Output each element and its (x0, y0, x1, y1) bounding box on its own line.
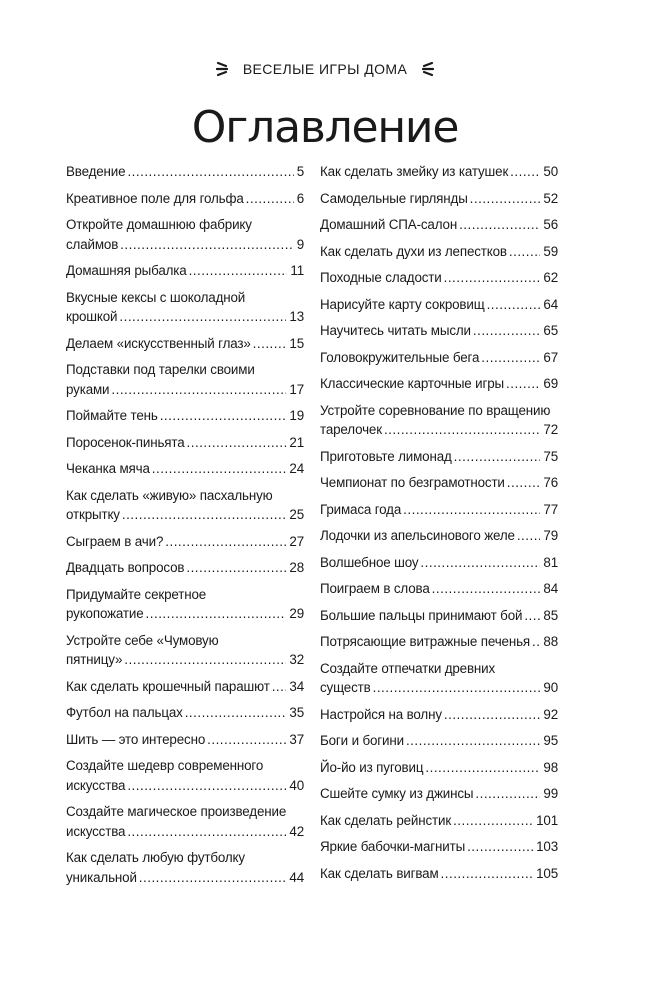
toc-entry-title-line: Большие пальцы принимают бой (320, 607, 523, 623)
toc-entry (320, 864, 558, 884)
toc-page-number: 13 (289, 309, 304, 324)
toc-entry-title-line: тарелочек (320, 422, 382, 437)
dot-leader (127, 822, 286, 842)
toc-entry (320, 811, 558, 831)
toc-entry-title-line: Поймайте тень (66, 408, 158, 423)
toc-entry-title-line: Чеканка мяча (66, 461, 150, 476)
dot-leader (532, 632, 540, 652)
dot-leader (246, 189, 294, 209)
toc-page-number: 25 (289, 507, 304, 522)
dot-leader (459, 215, 540, 235)
toc-page-number: 64 (543, 296, 558, 312)
toc-entry-title-line: искусства (66, 777, 126, 793)
toc-entry-title-line: Вкусные кексы с шоколадной (66, 289, 246, 305)
toc-page-number: 85 (543, 607, 558, 623)
toc-page-number: 98 (543, 759, 558, 775)
dot-leader (444, 268, 541, 288)
toc-page-number: 79 (543, 528, 558, 543)
toc-page-number: 40 (289, 777, 304, 793)
dot-leader (187, 433, 287, 453)
dot-leader (403, 500, 540, 520)
toc-page-number: 11 (290, 263, 304, 278)
toc-entry-title-line: Создайте отпечатки древних (320, 660, 496, 676)
toc-entry (66, 802, 304, 841)
toc-page-number: 88 (543, 634, 558, 649)
toc-entry-title-line: слаймов (66, 236, 119, 252)
toc-entry (320, 215, 558, 235)
toc-page-number: 84 (543, 581, 558, 596)
toc-page-number: 92 (543, 706, 558, 722)
toc-page-number: 32 (289, 652, 304, 667)
dot-leader (524, 606, 540, 626)
toc-entry (66, 433, 304, 453)
toc-entry-title-line: Лодочки из апельсинового желе (320, 528, 515, 543)
toc-entry (66, 631, 304, 670)
toc-entry-title-line: Двадцать вопросов (66, 560, 185, 575)
toc-page-number: 19 (289, 408, 304, 423)
toc-page-number: 37 (289, 731, 304, 747)
toc-entry-title-line: Как сделать любую футболку (66, 850, 245, 865)
dot-leader (119, 307, 286, 327)
toc-entry (320, 500, 558, 520)
toc-entry-title-line: рукопожатие (66, 606, 144, 621)
dot-leader (272, 677, 287, 697)
toc-page-number: 44 (289, 869, 304, 885)
dot-leader (127, 776, 286, 796)
toc-entry (320, 447, 558, 467)
toc-entry (66, 703, 304, 723)
toc-entry-title-line: Откройте домашнюю фабрику (66, 217, 252, 232)
toc-entry (320, 837, 558, 857)
toc-page-number: 95 (543, 733, 558, 748)
dot-leader (186, 558, 286, 578)
toc-page-number: 6 (296, 190, 304, 206)
dot-leader (122, 505, 287, 525)
dot-leader (470, 189, 541, 209)
toc-entry-title-line: Как сделать змейку из катушек (320, 164, 509, 179)
toc-page-number: 28 (289, 560, 304, 575)
toc-entry-title-line: Классические карточные игры (320, 376, 504, 391)
toc-entry (66, 486, 304, 525)
toc-entry (66, 215, 304, 254)
dot-leader (139, 868, 287, 888)
toc-entry (66, 459, 304, 479)
toc-entry-title-line: Футбол на пальцах (66, 705, 183, 720)
toc-entry-title-line: Нарисуйте карту сокровищ (320, 296, 485, 312)
toc-entry (320, 526, 558, 546)
dot-leader (406, 731, 540, 751)
toc-page-number: 99 (543, 786, 558, 801)
toc-entry-title-line: Сыграем в ачи? (66, 533, 164, 549)
toc-entry-title-line: Как сделать крошечный парашют (66, 678, 270, 694)
toc-entry (320, 758, 558, 778)
toc-left-column (66, 162, 304, 894)
toc-entry (320, 321, 558, 341)
toc-entry (320, 268, 558, 288)
toc-entry-title-line: открытку (66, 507, 120, 522)
toc-entry-title-line: Как сделать вигвам (320, 865, 439, 881)
toc-entry (66, 848, 304, 887)
dot-leader (473, 321, 541, 341)
toc-entry-title-line: пятницу» (66, 652, 123, 667)
toc-entry-title-line: Приготовьте лимонад (320, 448, 452, 464)
toc-page-number: 21 (289, 434, 304, 450)
toc-entry-title-line: Устройте себе «Чумовую (66, 632, 219, 648)
toc-page-number: 9 (296, 236, 304, 252)
dot-leader (507, 473, 541, 493)
toc-entry-title-line: Устройте соревнование по вращению (320, 402, 551, 418)
dot-leader (441, 864, 534, 884)
dot-leader (487, 295, 541, 315)
toc-entry (320, 579, 558, 599)
toc-entry (66, 585, 304, 624)
toc-page-number: 67 (543, 349, 558, 365)
toc-page-number: 81 (543, 554, 558, 570)
dot-leader (160, 406, 287, 426)
toc-entry (320, 632, 558, 652)
dot-leader (454, 447, 541, 467)
page-title: Оглавление (191, 102, 459, 153)
toc-entry-title-line: Потрясающие витражные печенья (320, 634, 531, 649)
toc-entry (66, 162, 304, 182)
toc-page-number: 52 (543, 190, 558, 206)
toc-entry-title-line: Создайте магическое произведение (66, 804, 287, 819)
toc-entry-title-line: Йо-йо из пуговиц (320, 759, 424, 775)
toc-entry (320, 242, 558, 262)
dot-leader (444, 705, 541, 725)
toc-entry-title-line: Поиграем в слова (320, 581, 430, 596)
toc-entry (66, 288, 304, 327)
toc-page-number: 29 (289, 606, 304, 621)
dot-leader (432, 579, 541, 599)
toc-entry-title-line: Делаем «искусственный глаз» (66, 335, 251, 351)
dot-leader (373, 678, 541, 698)
toc-entry-title-line: Создайте шедевр современного (66, 758, 264, 773)
toc-entry-title-line: Настройся на волну (320, 706, 442, 722)
dot-leader (517, 526, 541, 546)
toc-entry-title-line: Чемпионат по безграмотности (320, 475, 505, 490)
toc-entry (320, 189, 558, 209)
toc-entry (320, 705, 558, 725)
toc-page-number: 56 (543, 217, 558, 232)
toc-entry (66, 189, 304, 209)
dot-leader (120, 235, 294, 255)
toc-entry (320, 295, 558, 315)
toc-right-column (320, 162, 558, 890)
toc-page-number: 65 (543, 323, 558, 338)
dot-leader (185, 703, 287, 723)
toc-page-number: 90 (543, 680, 558, 695)
toc-page-number: 34 (289, 678, 304, 694)
sparkle-lines-icon (417, 58, 435, 80)
toc-entry (320, 473, 558, 493)
toc-entry-title-line: Сшейте сумку из джинсы (320, 786, 474, 801)
dot-leader (165, 532, 286, 552)
toc-entry-title-line: Как сделать «живую» пасхальную (66, 487, 273, 503)
dot-leader (127, 162, 293, 182)
sparkle-lines-icon (215, 58, 233, 80)
toc-entry (320, 553, 558, 573)
toc-page-number: 72 (543, 422, 558, 437)
toc-entry-title-line: Гримаса года (320, 501, 402, 517)
toc-entry-title-line: Подставки под тарелки своими (66, 362, 255, 377)
toc-page-number: 105 (536, 865, 558, 881)
dot-leader (384, 420, 540, 440)
dot-leader (509, 242, 541, 262)
dot-leader (124, 650, 286, 670)
toc-entry (66, 334, 304, 354)
toc-entry-title-line: существ (320, 680, 371, 695)
toc-entry-title-line: искусства (66, 823, 126, 839)
toc-page-number: 77 (543, 501, 558, 517)
dot-leader (111, 380, 286, 400)
series-title: ВЕСЕЛЫЕ ИГРЫ ДОМА (242, 61, 408, 77)
toc-entry-title-line: Шить — это интересно (66, 731, 206, 747)
toc-entry-title-line: Как сделать рейнстик (320, 812, 452, 828)
toc-entry (66, 677, 304, 697)
toc-entry-title-line: Походные сладости (320, 270, 442, 285)
toc-page-number: 35 (289, 705, 304, 720)
dot-leader (146, 604, 287, 624)
dot-leader (467, 837, 533, 857)
series-header (0, 56, 650, 82)
toc-entry-title-line: руками (66, 381, 110, 397)
dot-leader (506, 374, 540, 394)
toc-page-number: 42 (289, 823, 304, 839)
toc-entry (66, 756, 304, 795)
dot-leader (152, 459, 287, 479)
dot-leader (207, 730, 286, 750)
toc-page-number: 75 (543, 448, 558, 464)
toc-page-number: 5 (296, 164, 304, 179)
toc-page-number: 62 (543, 270, 558, 285)
toc-entry-title-line: Поросенок-пиньята (66, 434, 185, 450)
toc-entry (66, 261, 304, 281)
toc-entry-title-line: Научитесь читать мысли (320, 323, 471, 338)
toc-entry-title-line: Придумайте секретное (66, 586, 207, 602)
dot-leader (253, 334, 287, 354)
dot-leader (453, 811, 533, 831)
toc-page-number: 76 (543, 475, 558, 490)
dot-leader (510, 162, 540, 182)
toc-entry (66, 558, 304, 578)
toc-entry-title-line: Как сделать духи из лепестков (320, 243, 507, 259)
toc-entry (320, 659, 558, 698)
toc-entry-title-line: Домашняя рыбалка (66, 263, 187, 278)
toc-entry (66, 406, 304, 426)
dot-leader (481, 348, 540, 368)
toc-page-number: 50 (543, 164, 558, 179)
toc-page-number: 59 (543, 243, 558, 259)
toc-page-number: 24 (289, 461, 304, 476)
toc-page-number: 15 (289, 335, 304, 351)
toc-page-number: 17 (289, 381, 304, 397)
toc-entry (66, 360, 304, 399)
toc-entry-title-line: Креативное поле для гольфа (66, 190, 244, 206)
toc-page-number: 69 (543, 376, 558, 391)
toc-entry-title-line: Домашний СПА-салон (320, 217, 458, 232)
toc-entry-title-line: Введение (66, 164, 126, 179)
toc-entry (320, 374, 558, 394)
toc-entry (320, 348, 558, 368)
toc-entry (320, 162, 558, 182)
toc-page-number: 27 (289, 533, 304, 549)
toc-entry-title-line: уникальной (66, 869, 137, 885)
dot-leader (425, 758, 540, 778)
toc-entry-title-line: Волшебное шоу (320, 554, 419, 570)
toc-entry (66, 730, 304, 750)
toc-page-number: 101 (536, 812, 558, 828)
toc-entry (66, 532, 304, 552)
dot-leader (475, 784, 540, 804)
toc-entry (320, 784, 558, 804)
dot-leader (420, 553, 540, 573)
toc-entry-title-line: Головокружительные бега (320, 349, 480, 365)
dot-leader (189, 261, 288, 281)
toc-entry (320, 606, 558, 626)
toc-entry-title-line: Боги и богини (320, 733, 404, 748)
toc-entry-title-line: Самодельные гирлянды (320, 190, 468, 206)
toc-entry-title-line: Яркие бабочки-магниты (320, 839, 466, 854)
toc-entry (320, 731, 558, 751)
toc-page-number: 103 (536, 839, 558, 854)
toc-entry-title-line: крошкой (66, 309, 118, 324)
toc-entry (320, 401, 558, 440)
